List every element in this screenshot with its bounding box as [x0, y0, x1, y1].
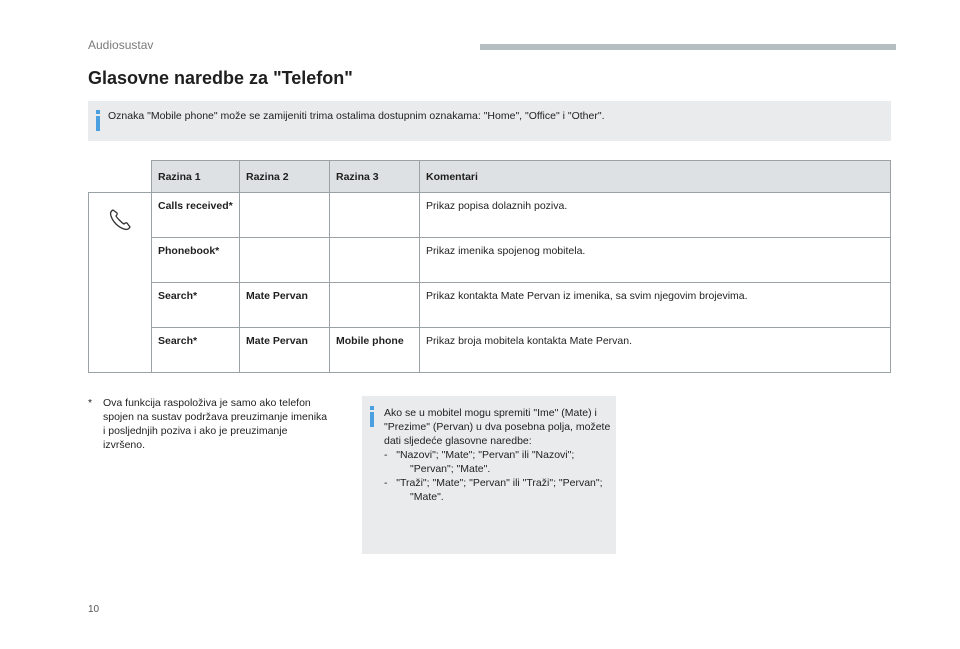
note-box	[88, 101, 891, 141]
row4-level3: Mobile phone	[330, 328, 420, 373]
row3-level2: Mate Pervan	[240, 283, 330, 328]
row2-level1: Phonebook*	[152, 238, 240, 283]
row2-level2	[240, 238, 330, 283]
phone-icon-cell	[89, 193, 152, 373]
note-text: Oznaka "Mobile phone" može se zamijeniti trima ostalima dostupnim oznakama: "Home", "Office" i "Other".	[108, 110, 605, 122]
row1-comment: Prikaz popisa dolaznih poziva.	[420, 193, 891, 238]
header-level2: Razina 2	[240, 161, 330, 193]
section-label: Audiosustav	[88, 38, 154, 52]
footnote-star: *	[88, 397, 93, 409]
row3-comment: Prikaz kontakta Mate Pervan iz imenika, sa svim njegovim brojevima.	[420, 283, 891, 328]
blank-header	[89, 161, 152, 193]
header-bar	[480, 44, 896, 50]
tip-box	[362, 396, 616, 554]
tip-item: - "Nazovi"; "Mate"; "Pervan" ili "Nazovi"; "Pervan"; "Mate".	[384, 449, 575, 475]
table-header-row	[89, 161, 891, 193]
row1-level2	[240, 193, 330, 238]
table-row	[89, 238, 891, 283]
row1-level1: Calls received*	[152, 193, 240, 238]
row2-comment: Prikaz imenika spojenog mobitela.	[420, 238, 891, 283]
header-level3: Razina 3	[330, 161, 420, 193]
phone-icon	[107, 207, 133, 233]
row2-level3	[330, 238, 420, 283]
header-level1: Razina 1	[152, 161, 240, 193]
row4-level2: Mate Pervan	[240, 328, 330, 373]
tip-intro: Ako se u mobitel mogu spremiti "Ime" (Mate) i "Prezime" (Pervan) u dva posebna polja, možete dati sljedeće glasovne naredbe:	[384, 407, 611, 447]
tip-item: - "Traži"; "Mate"; "Pervan" ili "Traži"; "Pervan"; "Mate".	[384, 477, 603, 503]
tip-text	[384, 406, 612, 504]
page-number: 10	[88, 604, 100, 615]
row1-level3	[330, 193, 420, 238]
voice-commands-table	[88, 160, 891, 373]
page-title: Glasovne naredbe za "Telefon"	[88, 68, 353, 88]
table-row	[89, 193, 891, 238]
header-comments: Komentari	[420, 161, 891, 193]
row4-level1: Search*	[152, 328, 240, 373]
table-row	[89, 283, 891, 328]
table-row	[89, 328, 891, 373]
footnote-text: Ova funkcija raspoloživa je samo ako telefon spojen na sustav podržava preuzimanje imenika i posljednjih poziva i ako je preuzimanje izvršeno.	[103, 397, 328, 451]
row3-level3	[330, 283, 420, 328]
row4-comment: Prikaz broja mobitela kontakta Mate Pervan.	[420, 328, 891, 373]
row3-level1: Search*	[152, 283, 240, 328]
footnote	[88, 396, 328, 452]
